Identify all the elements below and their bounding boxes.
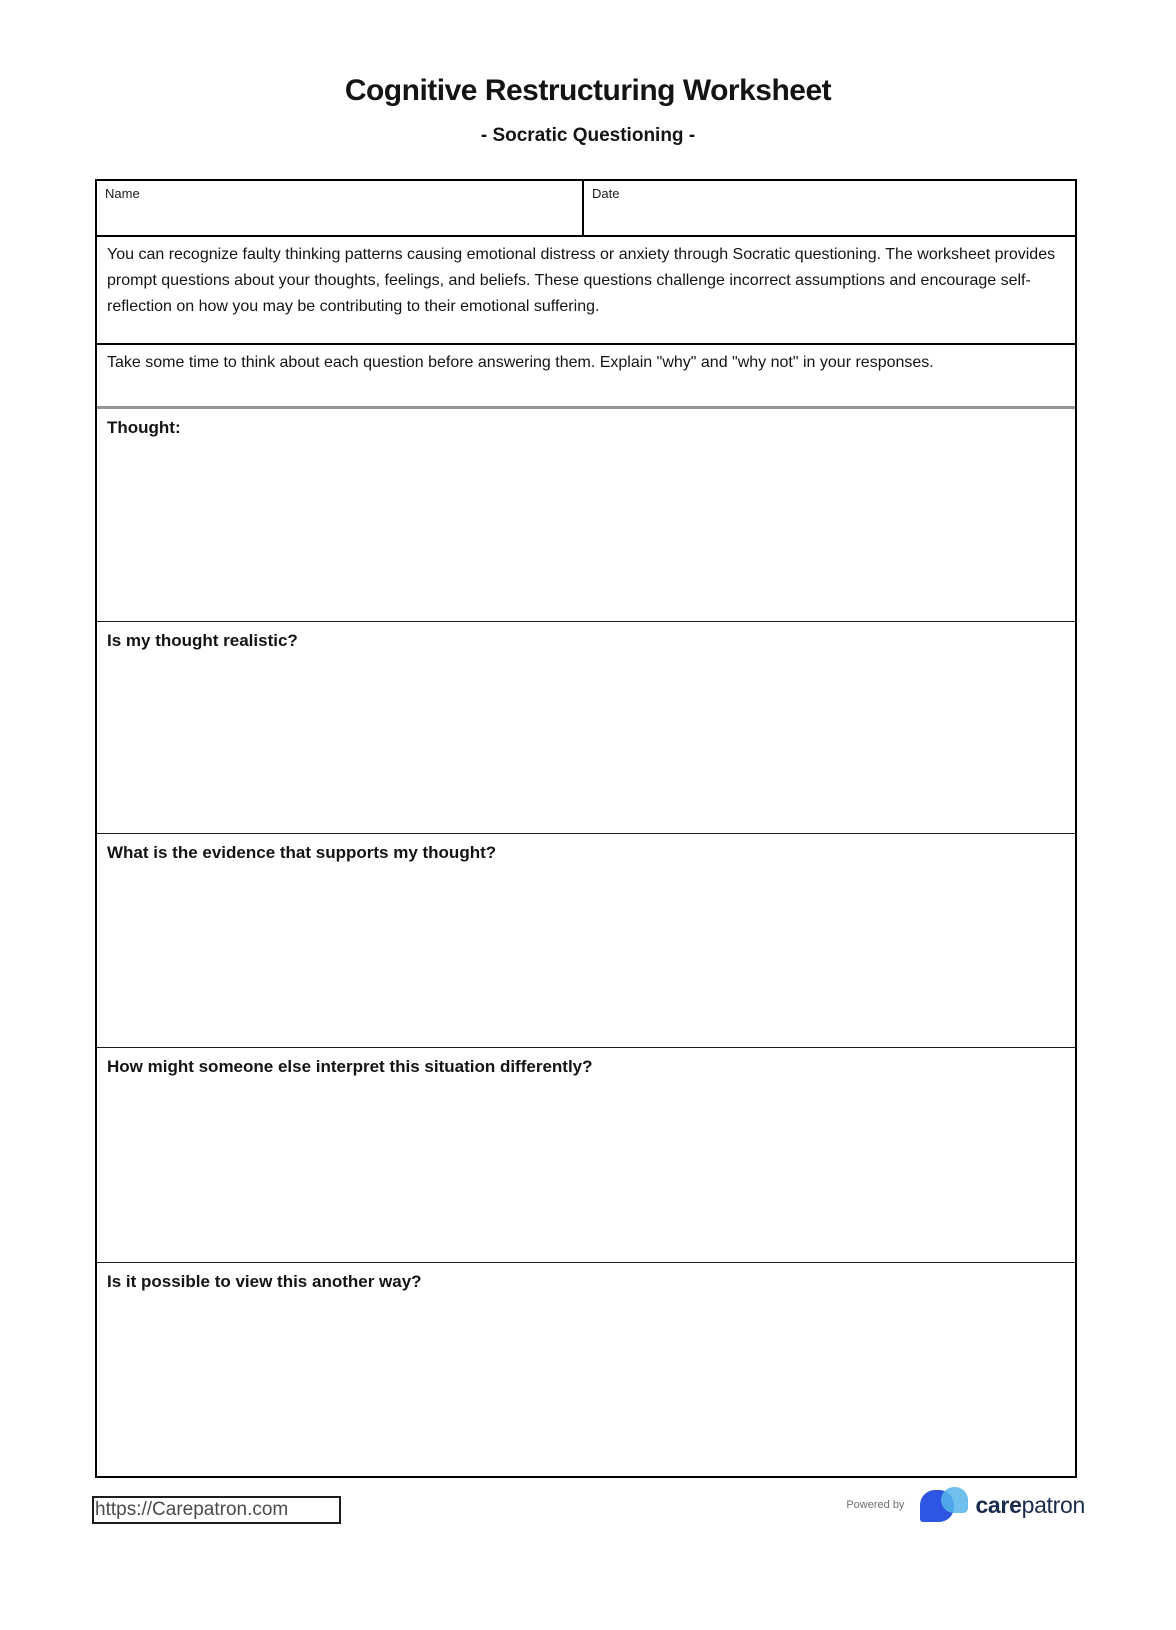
date-label: Date <box>592 186 620 201</box>
brand-care-text: care <box>975 1491 1022 1518</box>
section-interpret <box>97 1048 1075 1263</box>
brand-patron-text: patron <box>1021 1491 1085 1518</box>
instructions-text: Take some time to think about each question before answering them. Explain "why" and "why not" in your responses. <box>107 354 934 371</box>
section-label-another-way: Is it possible to view this another way? <box>107 1272 422 1291</box>
section-label-thought: Thought: <box>107 418 181 437</box>
interpret-answer-area[interactable] <box>97 1077 1075 1262</box>
section-label-interpret: How might someone else interpret this situation differently? <box>107 1057 593 1076</box>
date-cell <box>584 181 1075 235</box>
website-link[interactable] <box>92 1496 341 1524</box>
thought-answer-area[interactable] <box>97 438 1075 621</box>
realistic-answer-area[interactable] <box>97 651 1075 833</box>
section-evidence <box>97 834 1075 1048</box>
page-title: Cognitive Restructuring Worksheet <box>344 74 832 107</box>
section-another-way <box>97 1263 1075 1476</box>
name-input-area[interactable] <box>97 203 582 235</box>
name-cell <box>97 181 584 235</box>
another-way-answer-area[interactable] <box>97 1292 1075 1476</box>
section-label-realistic: Is my thought realistic? <box>107 631 298 650</box>
description-row <box>97 237 1075 345</box>
instructions-row <box>97 345 1075 409</box>
carepatron-wordmark <box>975 1492 1085 1519</box>
section-realistic <box>97 622 1075 834</box>
evidence-answer-area[interactable] <box>97 863 1075 1047</box>
carepatron-logo-icon <box>920 1485 970 1525</box>
page-subtitle: - Socratic Questioning - <box>480 125 696 146</box>
worksheet-table <box>95 179 1077 1478</box>
powered-by-label: Powered by <box>846 1499 905 1511</box>
website-link-text: https://Carepatron.com <box>95 1499 289 1520</box>
date-input-area[interactable] <box>584 203 1075 235</box>
section-thought <box>97 409 1075 622</box>
section-label-evidence: What is the evidence that supports my thought? <box>107 843 497 862</box>
description-text: You can recognize faulty thinking patterns causing emotional distress or anxiety through Socratic questioning. The worksheet provides prompt questions about your thoughts, feelings, and beliefs. These questions challenge incorrect assumptions and encourage self-reflection on how you may be contributing to their emotional suffering. <box>107 246 1056 315</box>
name-date-row <box>97 181 1075 237</box>
name-label: Name <box>105 186 140 201</box>
logo-bubble-light-icon <box>941 1487 968 1513</box>
powered-by-block <box>846 1484 1085 1526</box>
